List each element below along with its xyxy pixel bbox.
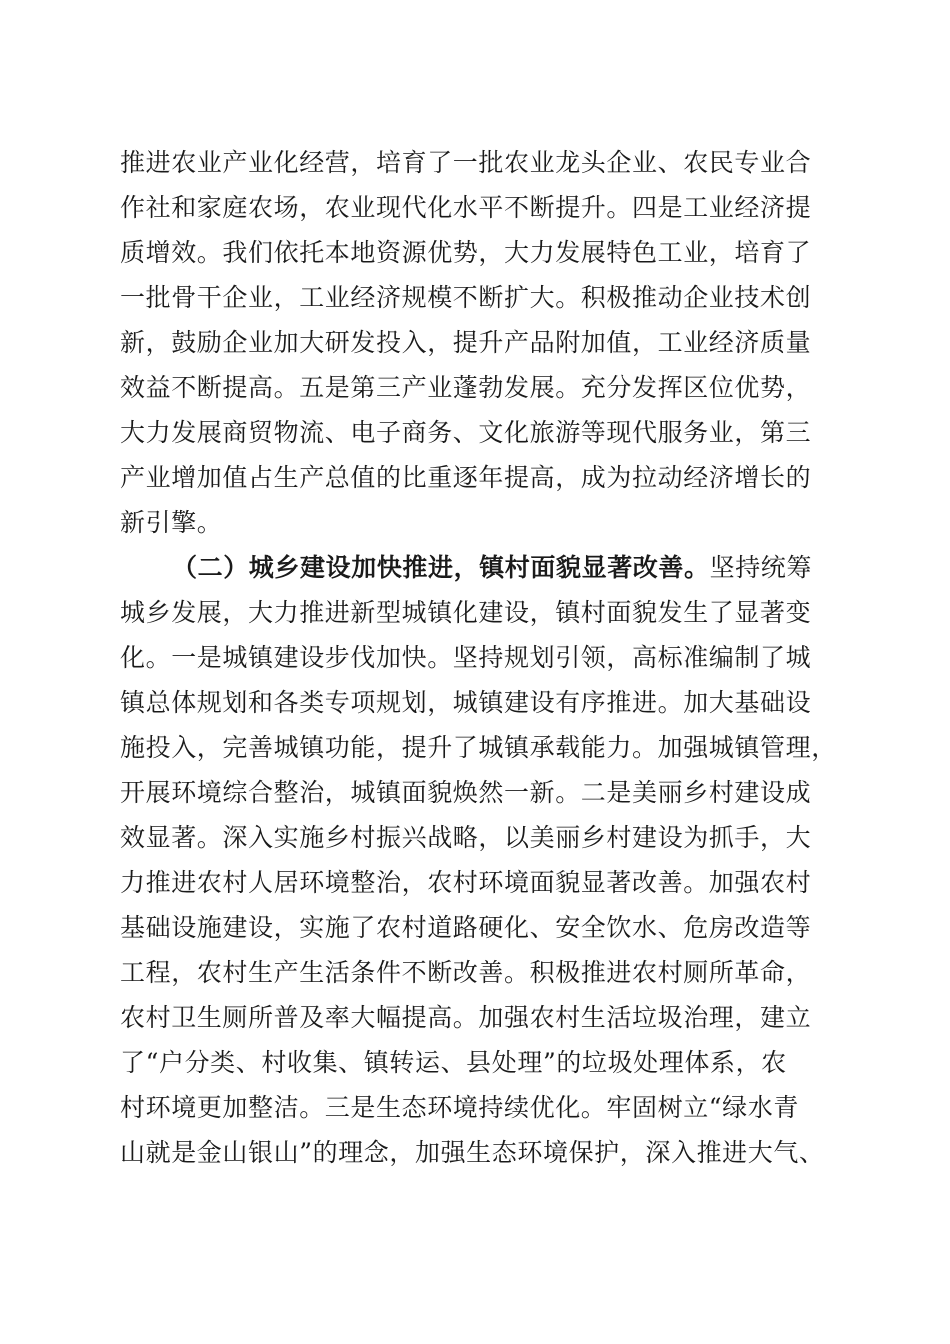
text-line: 质增效。我们依托本地资源优势，大力发展特色工业，培育了 [120,238,812,267]
text-fragment: 坚持统筹 [709,553,813,582]
text-line: 了“户分类、村收集、镇转运、县处理”的垃圾处理体系，农 [120,1048,787,1077]
text-line: 一批骨干企业，工业经济规模不断扩大。积极推动企业技术创 [120,283,812,312]
text-line: 施投入，完善城镇功能，提升了城镇承载能力。加强城镇管理， [120,733,837,762]
text-line: 工程，农村生产生活条件不断改善。积极推进农村厕所革命， [120,958,812,987]
text-line: 大力发展商贸物流、电子商务、文化旅游等现代服务业，第三 [120,418,812,447]
section-heading-line [120,545,840,590]
text-line: 推进农业产业化经营，培育了一批农业龙头企业、农民专业合 [120,148,812,177]
text-line: 效益不断提高。五是第三产业蓬勃发展。充分发挥区位优势， [120,373,812,402]
text-line: 新引擎。 [120,508,223,537]
text-line: 城乡发展，大力推进新型城镇化建设，镇村面貌发生了显著变 [120,598,812,627]
text-line: 基础设施建设，实施了农村道路硬化、安全饮水、危房改造等 [120,913,812,942]
text-line: 作社和家庭农场，农业现代化水平不断提升。四是工业经济提 [120,193,812,222]
section-heading: （二）城乡建设加快推进，镇村面貌显著改善。 [172,553,710,582]
body-text [120,140,840,1175]
text-line: 效显著。深入实施乡村振兴战略，以美丽乡村建设为抓手，大 [120,823,812,852]
text-line: 农村卫生厕所普及率大幅提高。加强农村生活垃圾治理，建立 [120,1003,812,1032]
text-line: 力推进农村人居环境整治，农村环境面貌显著改善。加强农村 [120,868,812,897]
text-line: 化。一是城镇建设步伐加快。坚持规划引领，高标准编制了城 [120,643,812,672]
text-line: 产业增加值占生产总值的比重逐年提高，成为拉动经济增长的 [120,463,812,492]
text-line: 山就是金山银山”的理念，加强生态环境保护，深入推进大气、 [120,1138,825,1167]
text-line: 开展环境综合整治，城镇面貌焕然一新。二是美丽乡村建设成 [120,778,812,807]
text-line: 新，鼓励企业加大研发投入，提升产品附加值，工业经济质量 [120,328,812,357]
text-line: 村环境更加整洁。三是生态环境持续优化。牢固树立“绿水青 [120,1093,799,1122]
text-line: 镇总体规划和各类专项规划，城镇建设有序推进。加大基础设 [120,688,812,717]
